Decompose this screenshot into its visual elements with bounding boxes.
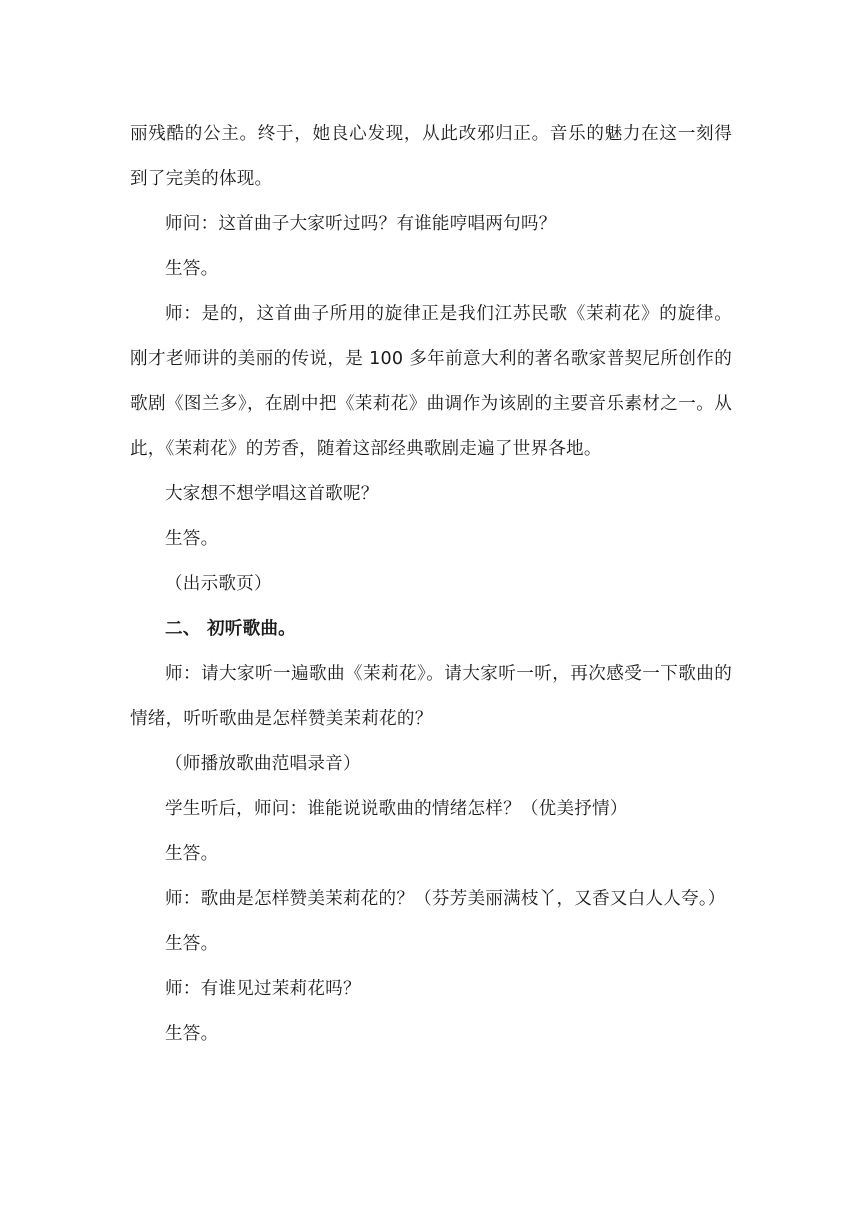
paragraph-teacher-question-seen: 师：有谁见过茉莉花吗？ [165,979,361,999]
section-heading-text: 初听歌曲。 [207,619,296,639]
paragraph-play-recording: （师播放歌曲范唱录音） [165,754,361,774]
paragraph-teacher-instruction: 师：请大家听一遍歌曲《茉莉花》。请大家听一听，再次感受一下歌曲的情绪，听听歌曲是怎样赞美茉莉花的？ [130,664,732,729]
paragraph-student-answer: 生答。 [165,934,219,954]
paragraph-after-listening: 学生听后，师问：谁能说说歌曲的情绪怎样？（优美抒情） [165,799,628,819]
paragraph-student-answer: 生答。 [165,259,219,279]
paragraph-student-answer: 生答。 [165,1024,219,1044]
paragraph-teacher-question: 师问：这首曲子大家听过吗？有谁能哼唱两句吗？ [165,214,557,234]
paragraph-student-answer: 生答。 [165,844,219,864]
paragraph-continuation: 丽残酷的公主。终于，她良心发现，从此改邪归正。音乐的魅力在这一刻得到了完美的体现。 [130,124,732,189]
document-body [130,112,732,1057]
paragraph-teacher-explanation: 师：是的，这首曲子所用的旋律正是我们江苏民歌《茉莉花》的旋律。刚才老师讲的美丽的传说，是 100 多年前意大利的著名歌家普契尼所创作的歌剧《图兰多》，在剧中把《茉莉花》曲调作为该剧的主要音乐素材之一。从此，《茉莉花》的芳香，随着这部经典歌剧走遍了世界各地。 [130,304,732,459]
paragraph-show-song-page: （出示歌页） [165,574,272,594]
section-heading [130,607,732,652]
paragraph-student-answer: 生答。 [165,529,219,549]
paragraph-teacher-question-praise: 师：歌曲是怎样赞美茉莉花的？（芬芳美丽满枝丫，又香又白人人夸。） [165,889,726,909]
section-heading-number: 二、 [165,619,201,639]
paragraph-question-learn: 大家想不想学唱这首歌呢？ [165,484,379,504]
